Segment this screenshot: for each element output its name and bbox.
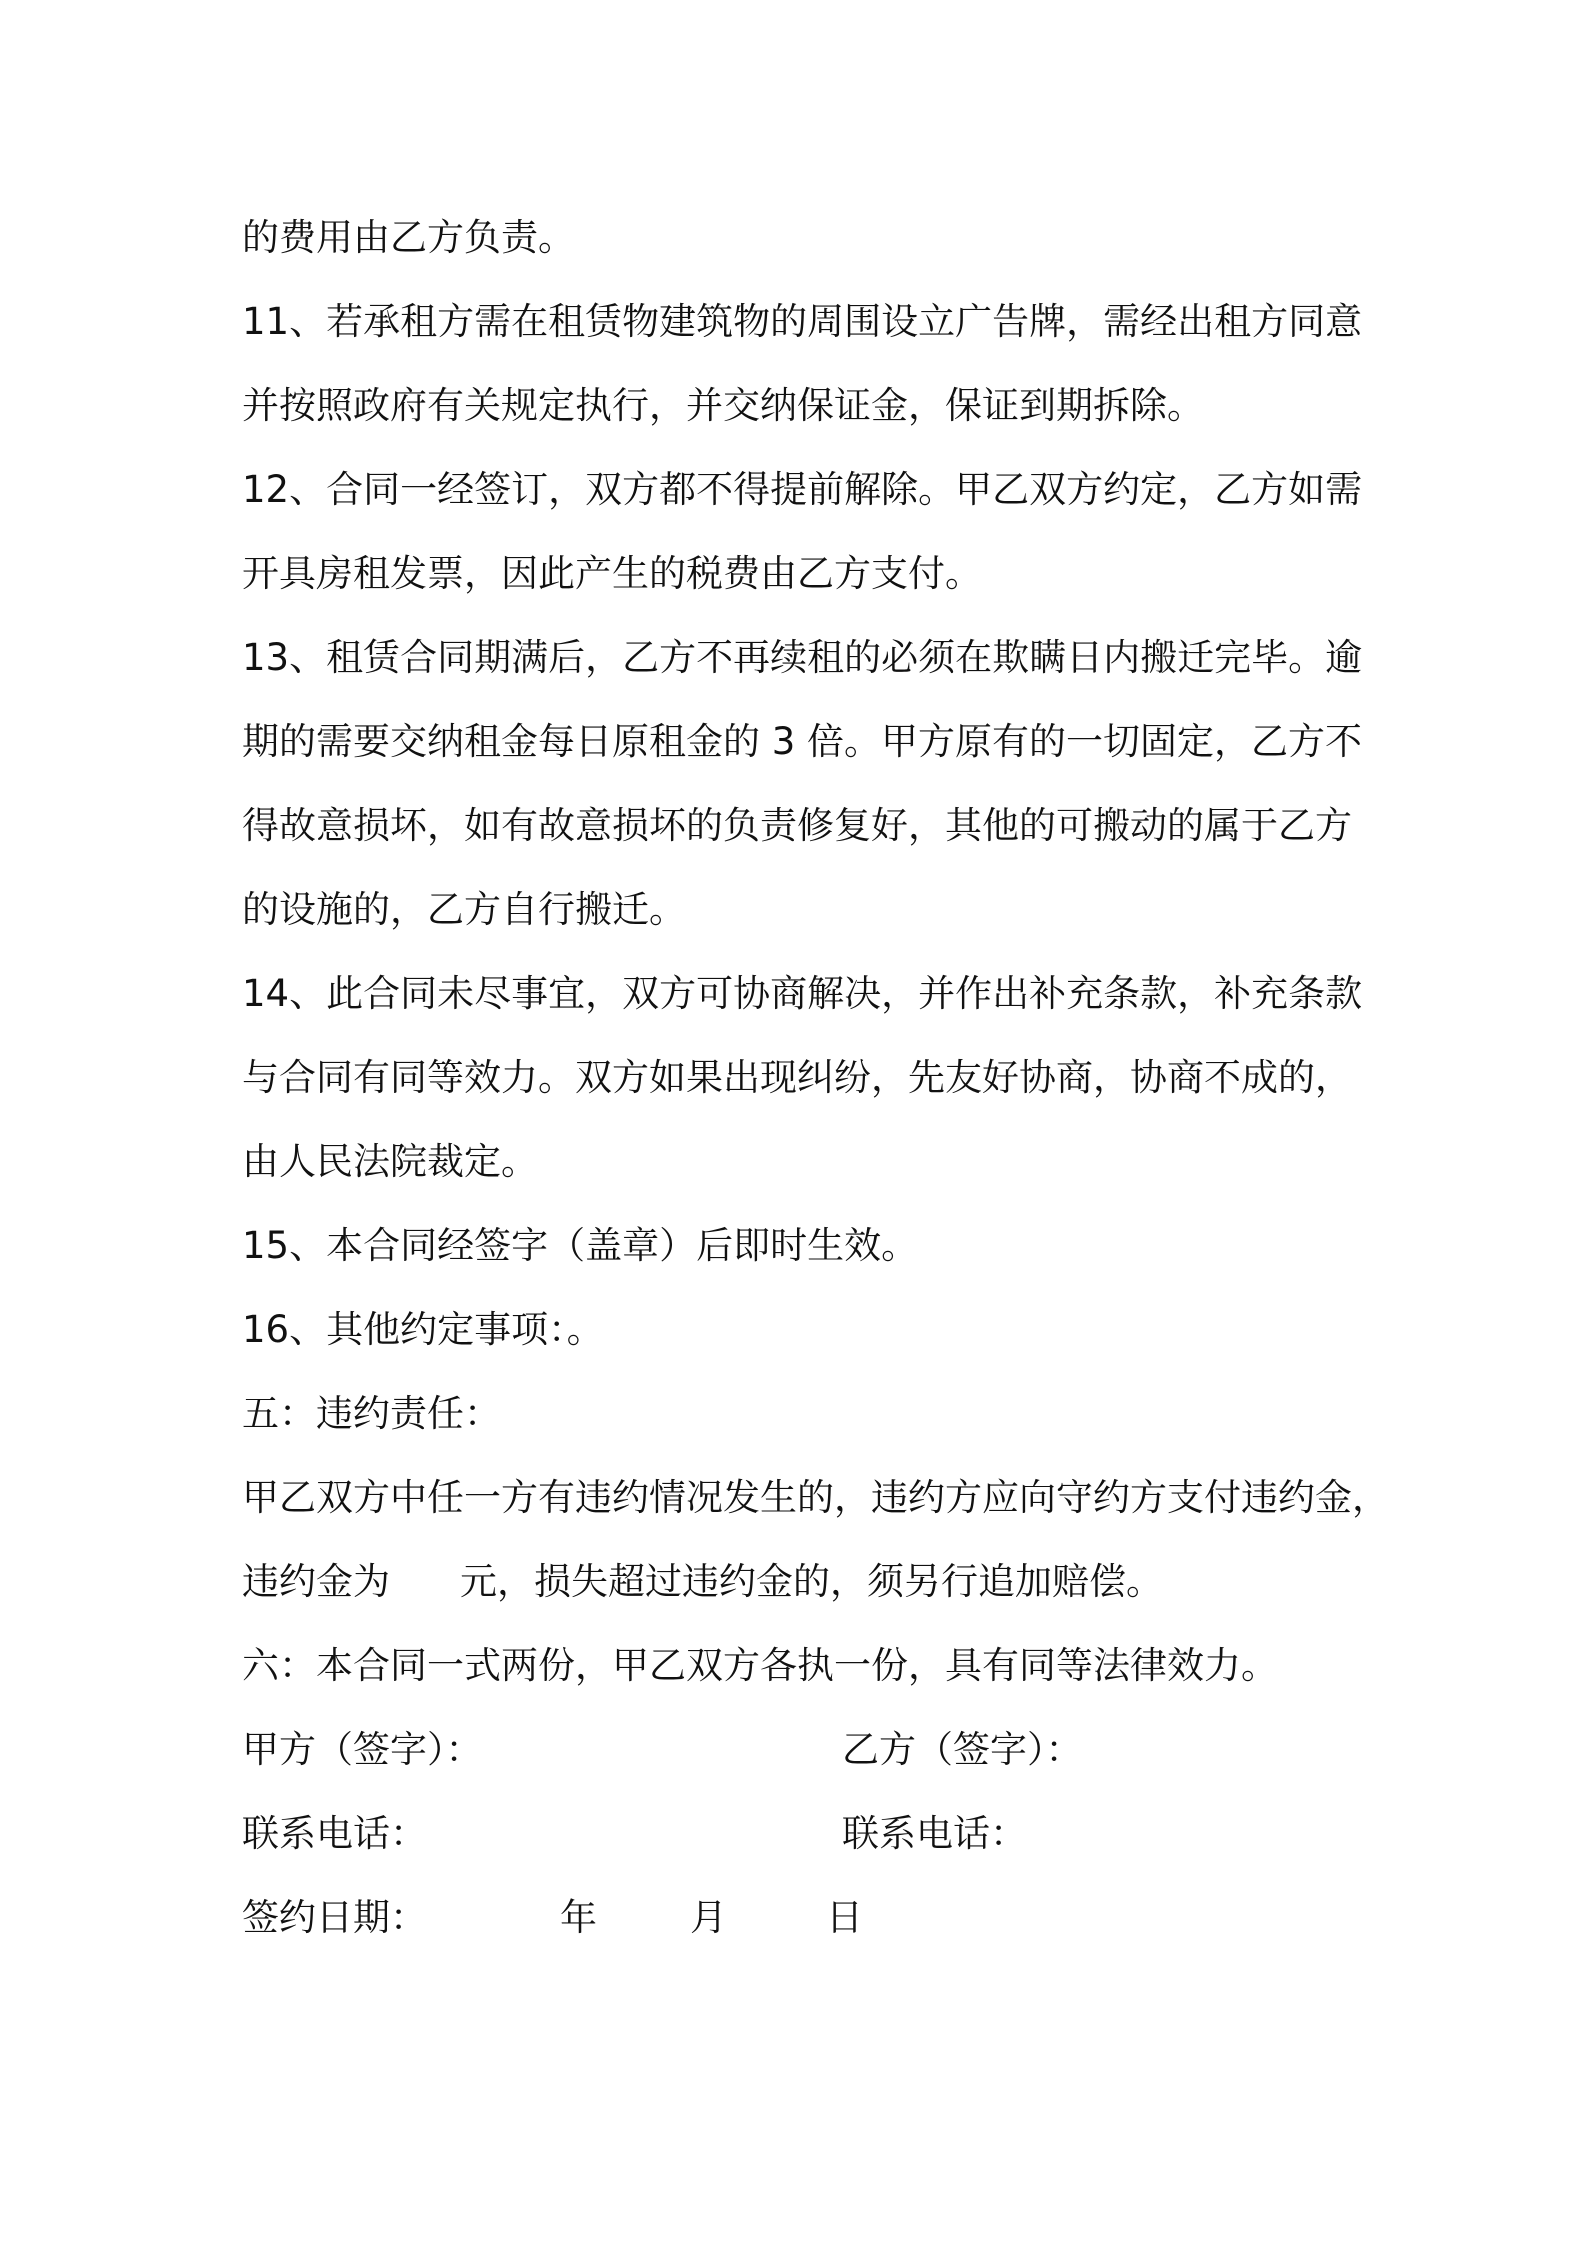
party-a-signature-label: 甲方（签字）： — [242, 1728, 483, 1771]
clause-13-line-4: 的设施的，乙方自行搬迁。 — [242, 888, 686, 931]
clause-15-line: 15、本合同经签字（盖章）后即时生效。 — [242, 1224, 919, 1267]
clause-13-line-1: 13、租赁合同期满后，乙方不再续租的必须在欺瞒日内搬迁完毕。逾 — [242, 636, 1363, 679]
phone-row — [242, 1792, 1392, 1876]
clause-14-line-2: 与合同有同等效力。双方如果出现纠纷，先友好协商，协商不成的， — [242, 1056, 1352, 1099]
clause-14-line-3: 由人民法院裁定。 — [242, 1140, 538, 1183]
section-5-heading: 五：违约责任： — [242, 1392, 501, 1435]
penalty-line-2 — [242, 1540, 1392, 1624]
penalty-suffix: 元，损失超过违约金的，须另行追加赔偿。 — [460, 1560, 1163, 1603]
party-b-signature-label: 乙方（签字）： — [842, 1728, 1083, 1771]
clause-13-line-2: 期的需要交纳租金每日原租金的 3 倍。甲方原有的一切固定，乙方不 — [242, 720, 1363, 763]
clause-12-line-1: 12、合同一经签订，双方都不得提前解除。甲乙双方约定，乙方如需 — [242, 468, 1363, 511]
clause-14-line-1: 14、此合同未尽事宜，双方可协商解决，并作出补充条款，补充条款 — [242, 972, 1363, 1015]
penalty-line-1: 甲乙双方中任一方有违约情况发生的，违约方应向守约方支付违约金， — [242, 1476, 1389, 1519]
document-body — [242, 196, 1392, 1960]
clause-16-line: 16、其他约定事项：。 — [242, 1308, 604, 1351]
clause-11-line-2: 并按照政府有关规定执行，并交纳保证金，保证到期拆除。 — [242, 384, 1204, 427]
section-6-line: 六：本合同一式两份，甲乙双方各执一份，具有同等法律效力。 — [242, 1644, 1278, 1687]
party-a-phone-label: 联系电话： — [242, 1812, 427, 1855]
signing-date-label: 签约日期： — [242, 1896, 427, 1939]
party-b-phone-label: 联系电话： — [842, 1812, 1027, 1855]
signing-date-row — [242, 1876, 1392, 1960]
signature-row — [242, 1708, 1392, 1792]
clause-12-line-2: 开具房租发票，因此产生的税费由乙方支付。 — [242, 552, 982, 595]
date-day-label: 日 — [826, 1896, 863, 1939]
clause-11-line-1: 11、若承租方需在租赁物建筑物的周围设立广告牌，需经出租方同意 — [242, 300, 1363, 343]
clause-13-line-3: 得故意损坏，如有故意损坏的负责修复好，其他的可搬动的属于乙方 — [242, 804, 1352, 847]
date-year-label: 年 — [560, 1896, 597, 1939]
text-line: 的费用由乙方负责。 — [242, 216, 575, 259]
date-month-label: 月 — [690, 1896, 727, 1939]
penalty-prefix: 违约金为 — [242, 1560, 390, 1603]
